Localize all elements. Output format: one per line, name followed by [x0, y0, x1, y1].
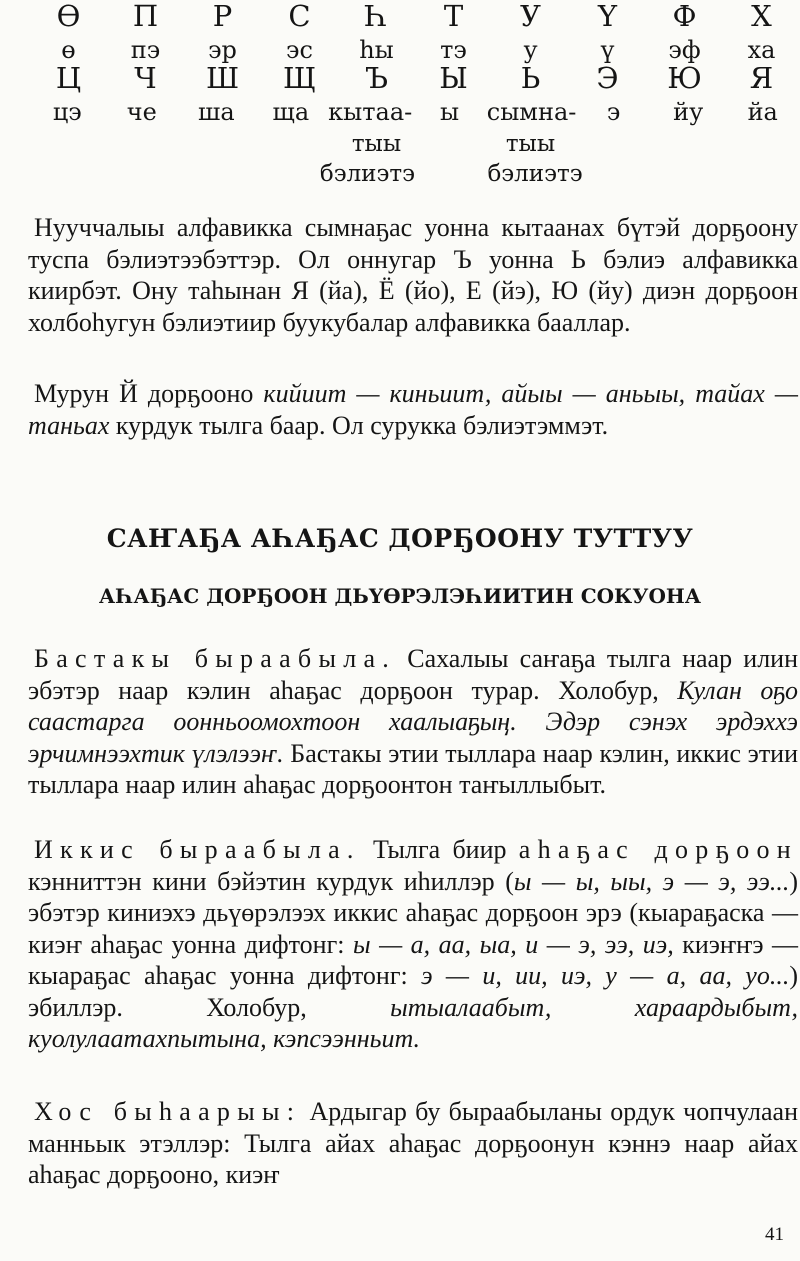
letter: Ф [672, 0, 697, 33]
note-title: Хос быһаарыы: [34, 1097, 302, 1126]
letter-name: ү [600, 36, 615, 64]
paragraph-text: Мурун Й дорҕооно [34, 379, 264, 408]
section-heading: САҤАҔА АҺАҔАС ДОРҔООНУ ТУТТУУ [106, 524, 694, 553]
letter: Ч [134, 61, 157, 95]
example-vowels: э — и, ии, иэ, у — а, аа, уо... [421, 961, 790, 990]
alphabet-uppercase-row-1 [30, 2, 800, 31]
letter: Х [751, 0, 772, 33]
letter: Э [596, 61, 619, 95]
letter-name: эр [208, 36, 237, 64]
paragraph-text: кэнниттэн кини бэйэтин курдук иһиллэр ( [28, 866, 514, 896]
letter: Һ [365, 0, 388, 33]
letter-name: э [606, 98, 621, 126]
example-sentences: Кулан оҕо саастарга оонньоомохтоон хаалыаҕың. Эдэр сэнэх эрдэххэ эрчимнээхтик үлэлээҥ. [28, 675, 798, 768]
letter-name: тэ [440, 36, 467, 64]
example-words: ытыалаабыт, хараардыбыт, куолулаатахпытына, кэпсээнньит. [28, 992, 799, 1053]
letter: Я [749, 61, 774, 95]
letter: Ю [667, 61, 702, 95]
paragraph-text: курдук тылга баар. Ол сурукка бэлиэтэммэт. [109, 410, 609, 440]
letter: Ө [56, 0, 81, 33]
letter-name: сымна- [486, 98, 577, 126]
paragraph-note [28, 1096, 798, 1191]
paragraph-text: Бастакы этии тыллара наар кэлин, иккис этии тыллара наар илин аһаҕас дорҕоонтон таҥыллыбыт. [28, 738, 799, 799]
letter-name: йа [747, 98, 778, 126]
letter-name: ша [198, 98, 235, 126]
letter-name: эф [668, 36, 701, 64]
paragraph-second-rule [28, 834, 798, 1055]
alphabet-names-row-2 [30, 100, 800, 124]
soft-sign-name-cont: тыы [505, 131, 556, 157]
letter-name: цэ [52, 98, 82, 126]
letter: Ц [55, 61, 82, 95]
paragraph-text: Ардыгар бу быраабыланы ордук чопчулаан манньык этэллэр: Тылга айах аһаҕас дорҕоонун кэннэ наар айах аһаҕас дорҕооно, киэҥ [28, 1097, 799, 1189]
hard-sign-name-cont: тыы [351, 131, 402, 157]
example-vowels: ы — а, аа, ыа, и — э, ээ, иэ, [352, 929, 674, 959]
example-vowels: ы — ы, ыы, э — э, ээ... [513, 866, 790, 896]
letter: Р [212, 0, 233, 33]
letter: Ь [520, 61, 541, 95]
letter-name: пэ [130, 36, 161, 64]
letter: Т [443, 0, 464, 33]
paragraph-text: киэҥҥэ — кыараҕас аһаҕас уонна дифтонг: [28, 929, 798, 990]
letter-name: че [126, 98, 157, 126]
letter-name: у [523, 36, 538, 64]
paragraph-russian-alphabet [28, 212, 798, 338]
example-words: кийиит — киньиит, айыы — аньыы, тайах — таньах [28, 379, 798, 440]
paragraph-text: ) эбиллэр. Холобур, [28, 961, 798, 1022]
letter: С [288, 0, 311, 33]
rule-title: Иккис быраабыла. [34, 835, 361, 864]
letter-name: эс [286, 36, 313, 64]
letter: П [132, 0, 159, 33]
spaced-term: аһаҕас дорҕоон [518, 835, 799, 864]
paragraph-first-rule [28, 643, 798, 801]
rule-title: Бастакы быраабыла. [34, 644, 397, 673]
letter-name: һы [359, 36, 394, 64]
letter: Ъ [364, 61, 389, 95]
letter-name: ща [272, 98, 310, 126]
letter: Ү [597, 0, 618, 33]
letter: Щ [282, 61, 317, 95]
letter-name: ха [747, 36, 776, 64]
paragraph-text: Сахалыы саҥаҕа тылга наар илин эбэтэр наар кэлин аһаҕас дорҕоон турар. Холобур, [28, 644, 798, 705]
page-number: 41 [765, 1224, 784, 1245]
paragraph-text: Нууччалыы алфавикка сымнаҕас уонна кытаанах бүтэй дорҕоону туспа бэлиэтээбэттэр. Ол оннугар Ъ уонна Ь бэлиэ алфавикка киирбэт. Ону таһынан Я (йа), Ё (йо), Е (йэ), Ю (йу) диэн дорҕоон холбоһугун бэлиэтиир буукубалар алфавикка бааллар. [28, 213, 798, 337]
paragraph-text: ) эбэтэр киниэхэ дьүөрэлээх иккис аһаҕас дорҕоон эрэ (кыараҕаска — киэҥ аһаҕас уонна дифтонг: [28, 866, 798, 959]
letter-name: йу [673, 98, 704, 126]
letter-name: кытаа- [328, 98, 413, 126]
letter: Ы [439, 61, 468, 95]
alphabet-names-row-1 [30, 38, 800, 62]
subsection-heading: АҺАҔАС ДОРҔООН ДЬҮӨРЭЛЭҺИИТИН СОКУОНА [98, 584, 702, 608]
letter: Ш [205, 61, 240, 95]
letter-name: ы [439, 98, 460, 126]
alphabet-names-continuation-2 [30, 163, 800, 186]
paragraph-text: Тылга биир [360, 835, 519, 864]
alphabet-names-continuation-1 [30, 133, 800, 156]
soft-sign-name-cont: бэлиэтэ [487, 161, 583, 187]
letter: У [520, 0, 541, 33]
paragraph-nasal-y [28, 378, 798, 441]
letter-name: ө [61, 36, 76, 64]
hard-sign-name-cont: бэлиэтэ [319, 161, 415, 187]
alphabet-uppercase-row-2 [30, 61, 800, 95]
